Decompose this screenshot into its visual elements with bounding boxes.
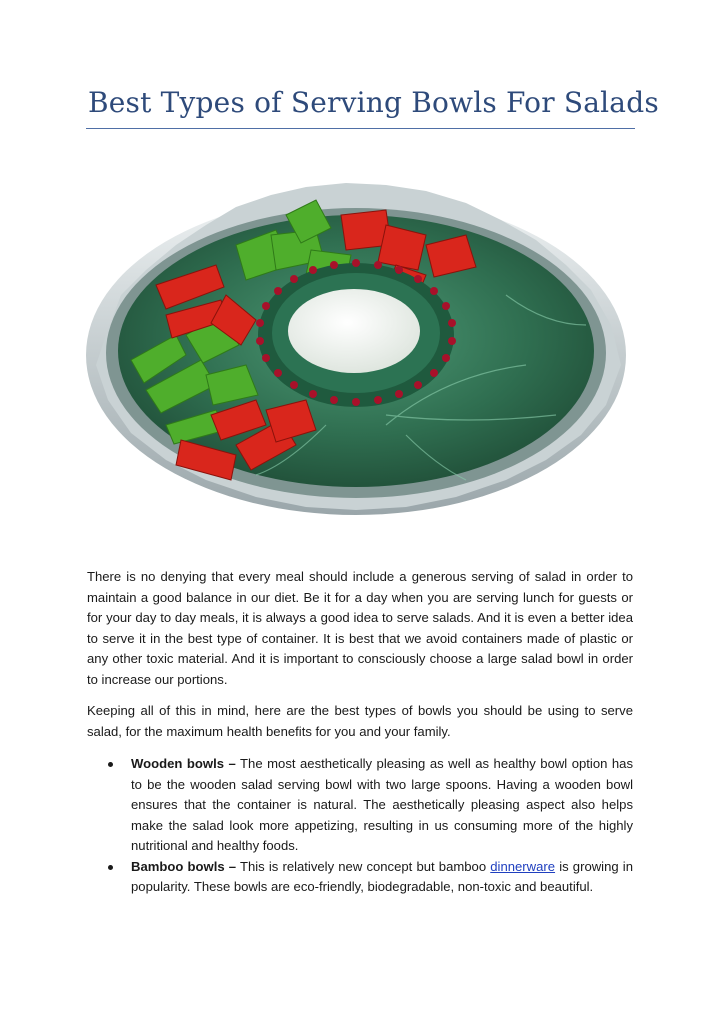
title-divider [86,128,635,129]
list-item-text: The most aesthetically pleasing as well as healthy bowl option has to be the wooden salad serving bowl with two large spoons. Having a wooden bowl ensures that the container is natural. The aesthetically pleasing aspect also helps make the salad look more appetizing, resulting in us consuming more of the highly nutritional and healthy foods. [131,756,634,853]
bowl-types-list [87,754,633,898]
dinnerware-link[interactable]: dinnerware [490,858,556,874]
dip-bowl [258,263,454,407]
intro-paragraph: There is no denying that every meal should include a generous serving of salad in order to maintain a good balance in our diet. Be it for a day when you are serving lunch for guests or for your day to day meals, it is always a good idea to serve salads. And it is even a better idea to serve it in the best type of container. It is best that we avoid containers made of plastic or any other toxic material. And it is important to consciously choose a large salad bowl in order to increase our portions. [87,569,633,687]
page-title: Best Types of Serving Bowls For Salads [88,86,659,119]
list-item-heading: Bamboo bowls – [131,858,237,874]
list-item-heading: Wooden bowls – [131,756,236,771]
salad-bowl-image [86,175,635,520]
list-item [87,857,633,898]
list-item-text: is growing in popularity. These bowls are eco-friendly, biodegradable, non-toxic and beautiful. [131,858,633,894]
list-item [87,754,633,857]
bullet-icon [108,762,113,767]
list-item-text: This is relatively new concept but bamboo [236,858,491,874]
summary-paragraph: Keeping all of this in mind, here are the best types of bowls you should be using to serve salad, for the maximum health benefits for you and your family. [87,703,633,739]
bullet-icon [108,865,113,870]
